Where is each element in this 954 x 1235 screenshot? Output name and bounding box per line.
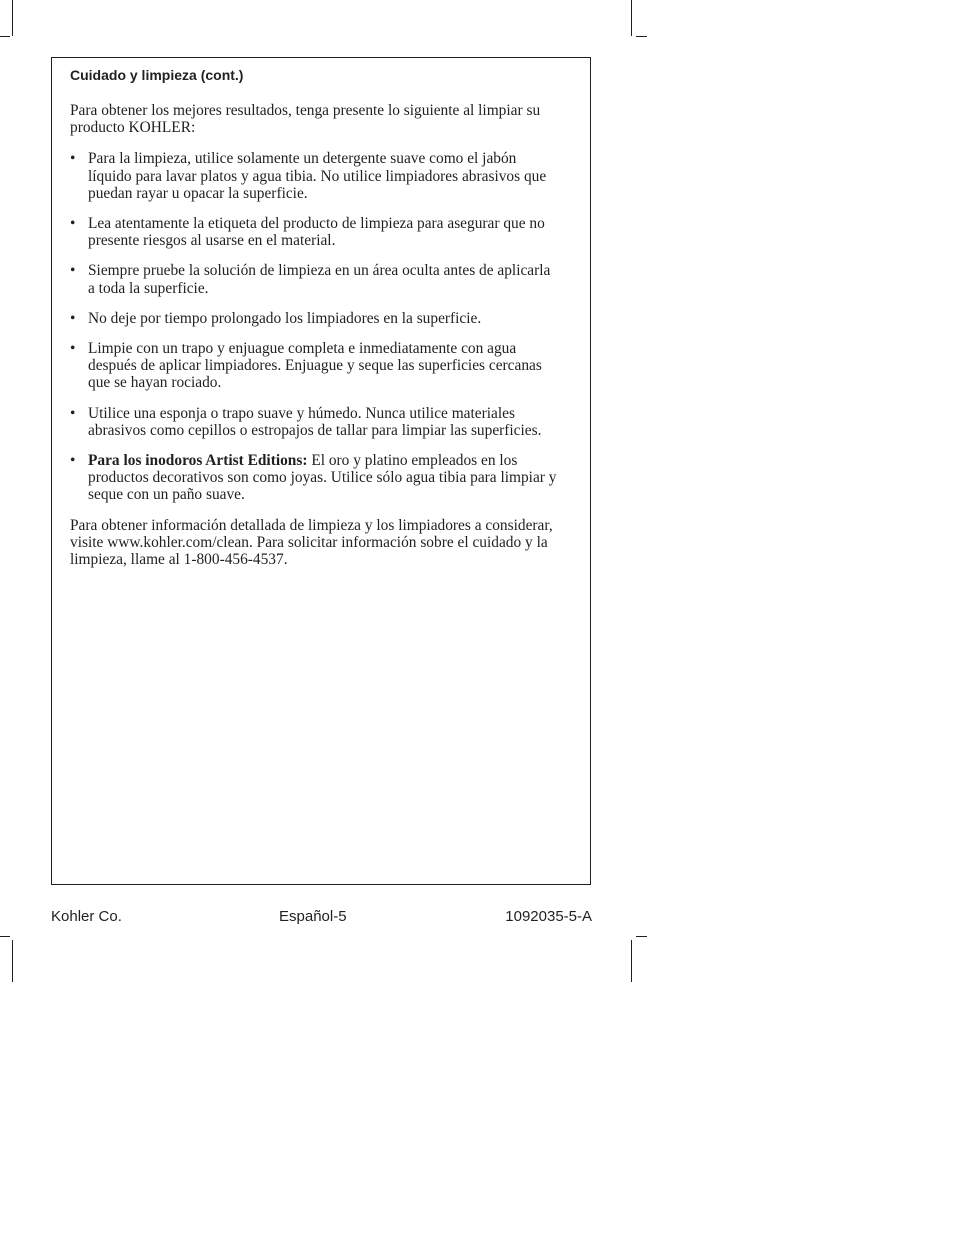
list-item: • Para la limpieza, utilice solamente un detergente suave como el jabón líquido para lavar platos y agua tibia. No utilice limpiadores abrasivos que puedan rayar u opacar la superficie. — [70, 150, 560, 202]
content-body — [70, 67, 560, 582]
crop-mark — [631, 940, 632, 982]
list-item: • Limpie con un trapo y enjuague completa e inmediatamente con agua después de aplicar limpiadores. Enjuague y seque las superficies cercanas que se hayan rociado. — [70, 340, 560, 392]
list-item: • No deje por tiempo prolongado los limpiadores en la superficie. — [70, 310, 560, 327]
crop-mark — [0, 936, 10, 937]
care-tips-list — [70, 150, 560, 503]
list-item: • Para los inodoros Artist Editions: El oro y platino empleados en los productos decorativos son como joyas. Utilice sólo agua tibia para limpiar y seque con un paño suave. — [70, 452, 560, 504]
list-item: • Utilice una esponja o trapo suave y húmedo. Nunca utilice materiales abrasivos como cepillos o estropajos de tallar para limpiar las superficies. — [70, 405, 560, 439]
bold-lead: Para los inodoros Artist Editions: — [88, 452, 308, 470]
crop-mark — [12, 0, 13, 36]
intro-paragraph: Para obtener los mejores resultados, tenga presente lo siguiente al limpiar su producto KOHLER: — [70, 102, 541, 137]
crop-mark — [0, 36, 10, 37]
crop-mark — [636, 936, 647, 937]
footer-page-number: Español-5 — [279, 908, 347, 925]
crop-mark — [631, 0, 632, 36]
list-item: • Siempre pruebe la solución de limpieza en un área oculta antes de aplicarla a toda la superficie. — [70, 262, 560, 296]
footer-company: Kohler Co. — [51, 908, 122, 925]
footer-doc-number: 1092035-5-A — [505, 908, 592, 925]
crop-mark — [636, 36, 647, 37]
closing-paragraph: Para obtener información detallada de limpieza y los limpiadores a considerar, visite www.kohler.com/clean. Para solicitar información sobre el cuidado y la limpieza, llame al 1-800-456-4537. — [70, 516, 553, 569]
list-item: • Lea atentamente la etiqueta del producto de limpieza para asegurar que no presente riesgos al usarse en el material. — [70, 215, 560, 249]
content-frame — [51, 57, 591, 885]
section-heading: Cuidado y limpieza (cont.) — [70, 67, 244, 83]
crop-mark — [12, 940, 13, 982]
